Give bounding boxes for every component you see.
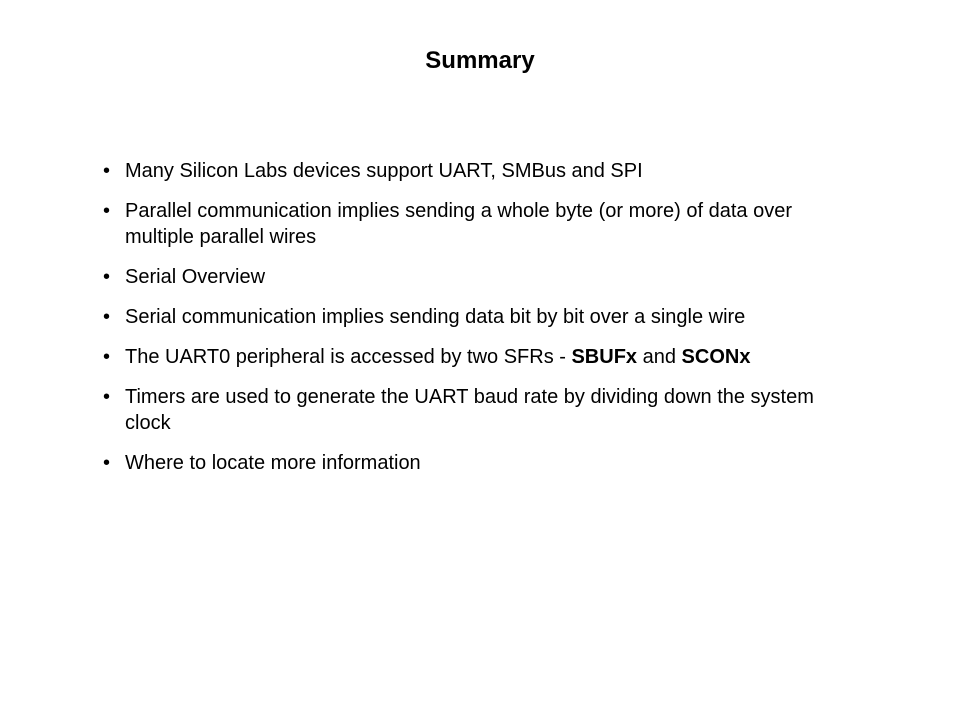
bullet-marker: •: [103, 386, 111, 408]
sconx-register: SCONx: [681, 346, 751, 368]
bullet-marker: •: [103, 200, 111, 222]
slide-title: Summary: [425, 47, 535, 74]
bullet-marker: •: [103, 266, 111, 288]
bullet-marker: •: [103, 160, 111, 182]
bullet-item: [103, 264, 843, 290]
bullet-marker: •: [103, 452, 111, 474]
bullet-marker: •: [103, 306, 111, 328]
bullet-text-sfr: [125, 346, 750, 368]
bullet-marker: •: [103, 346, 111, 368]
bullet-text: Where to locate more information: [125, 452, 421, 474]
bullet-item: [103, 450, 843, 476]
bullet-text: Many Silicon Labs devices support UART, SMBus and SPI: [125, 160, 643, 182]
bullet-text: Parallel communication implies sending a whole byte (or more) of data over multiple parallel wires: [125, 200, 792, 248]
bullet-text-before: The UART0 peripheral is accessed by two SFRs -: [125, 346, 572, 368]
bullet-text-middle: and: [637, 346, 682, 368]
sbufx-register: SBUFx: [571, 346, 638, 368]
bullet-text: Serial communication implies sending data bit by bit over a single wire: [125, 306, 746, 328]
bullet-text: Timers are used to generate the UART baud rate by dividing down the system clock: [125, 386, 814, 434]
bullet-list: [103, 158, 843, 490]
bullet-item: [103, 304, 843, 330]
bullet-text: Serial Overview: [125, 266, 266, 288]
bullet-item: [103, 158, 843, 184]
bullet-item: [103, 384, 843, 436]
bullet-item: [103, 344, 843, 370]
bullet-item: [103, 198, 843, 250]
